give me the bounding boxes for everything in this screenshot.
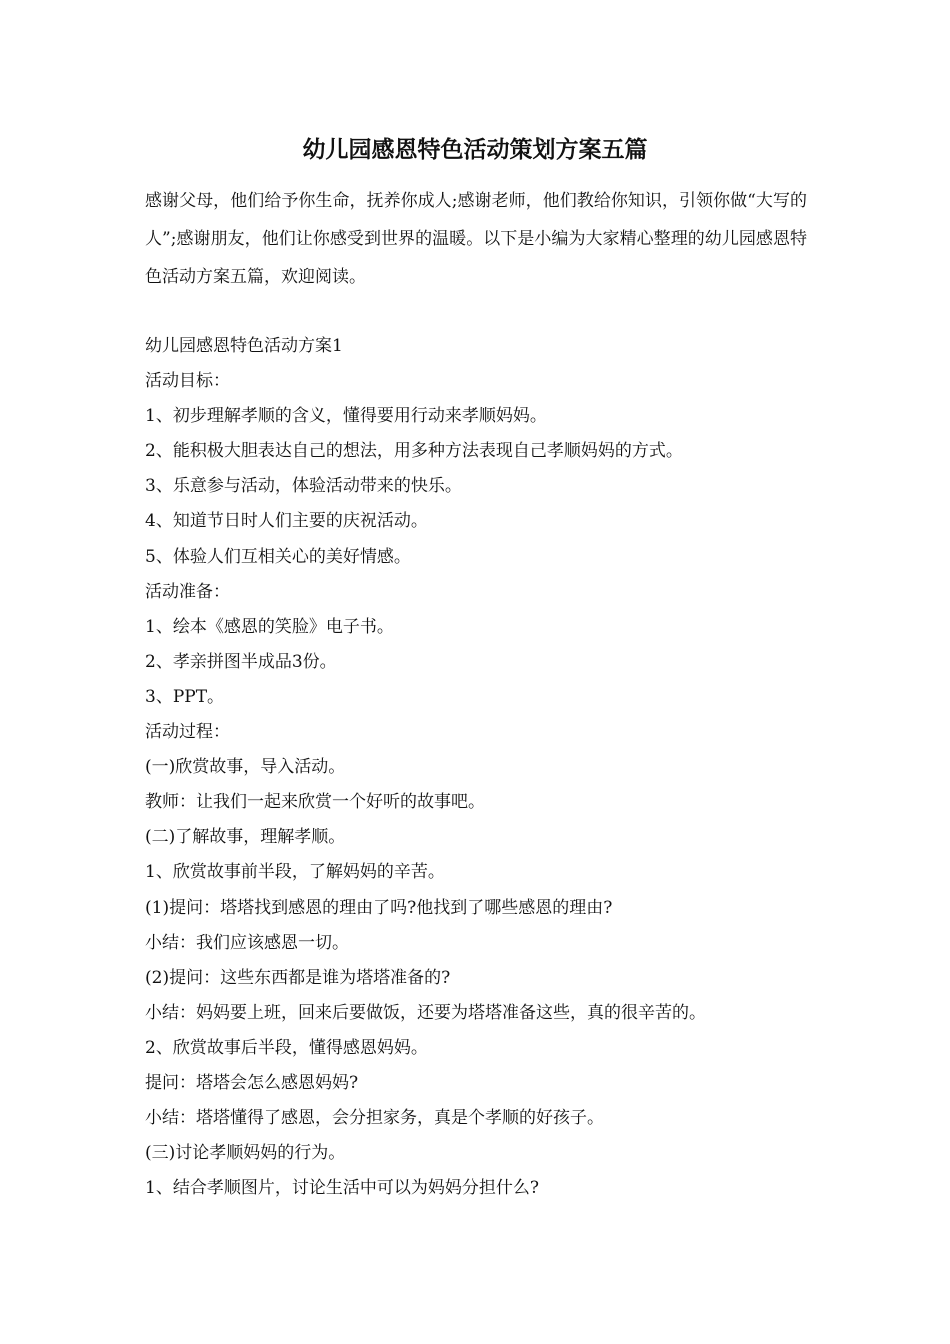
body-line: 活动目标： xyxy=(145,371,230,392)
body-line: 2、孝亲拼图半成品3份。 xyxy=(145,651,337,672)
body-line: (2)提问：这些东西都是谁为塔塔准备的? xyxy=(145,967,451,988)
body-line: 1、结合孝顺图片，讨论生活中可以为妈妈分担什么? xyxy=(145,1178,539,1199)
section-heading: 幼儿园感恩特色活动方案1 xyxy=(145,336,343,356)
body-line: 1、绘本《感恩的笑脸》电子书。 xyxy=(145,616,394,637)
body-line: (三)讨论孝顺妈妈的行为。 xyxy=(145,1143,346,1164)
document-title: 幼儿园感恩特色活动策划方案五篇 xyxy=(302,136,648,163)
body-line: 3、PPT。 xyxy=(145,686,225,707)
body-line: 提问：塔塔会怎么感恩妈妈? xyxy=(145,1072,359,1093)
body-line: 1、初步理解孝顺的含义，懂得要用行动来孝顺妈妈。 xyxy=(145,406,547,427)
intro-paragraph: 感谢父母，他们给予你生命，抚养你成人;感谢老师，他们教给你知识，引领你做“大写的人”;感谢朋友，他们让你感受到世界的温暖。以下是小编为大家精心整理的幼儿园感恩特色活动方案五篇，欢迎阅读。 xyxy=(145,191,807,287)
body-line: 小结：我们应该感恩一切。 xyxy=(145,932,349,953)
body-line: 1、欣赏故事前半段，了解妈妈的辛苦。 xyxy=(145,862,445,883)
body-line: 5、体验人们互相关心的美好情感。 xyxy=(145,546,411,567)
body-line: 小结：塔塔懂得了感恩，会分担家务，真是个孝顺的好孩子。 xyxy=(145,1108,604,1129)
body-line: 教师：让我们一起来欣赏一个好听的故事吧。 xyxy=(145,792,485,813)
body-line: 2、欣赏故事后半段，懂得感恩妈妈。 xyxy=(145,1037,428,1058)
body-line: 活动准备： xyxy=(145,581,230,602)
body-line: 3、乐意参与活动，体验活动带来的快乐。 xyxy=(145,476,462,497)
body-line: 4、知道节日时人们主要的庆祝活动。 xyxy=(145,511,428,532)
body-lines xyxy=(145,331,807,1208)
body-line: (二)了解故事，理解孝顺。 xyxy=(145,827,346,848)
body-line: (1)提问：塔塔找到感恩的理由了吗?他找到了哪些感恩的理由? xyxy=(145,897,613,918)
body-line: 2、能积极大胆表达自己的想法，用多种方法表现自己孝顺妈妈的方式。 xyxy=(145,441,683,462)
body-line: 小结：妈妈要上班，回来后要做饭，还要为塔塔准备这些，真的很辛苦的。 xyxy=(145,1002,706,1023)
body-line: 活动过程： xyxy=(145,722,230,743)
body-line: (一)欣赏故事，导入活动。 xyxy=(145,757,346,778)
